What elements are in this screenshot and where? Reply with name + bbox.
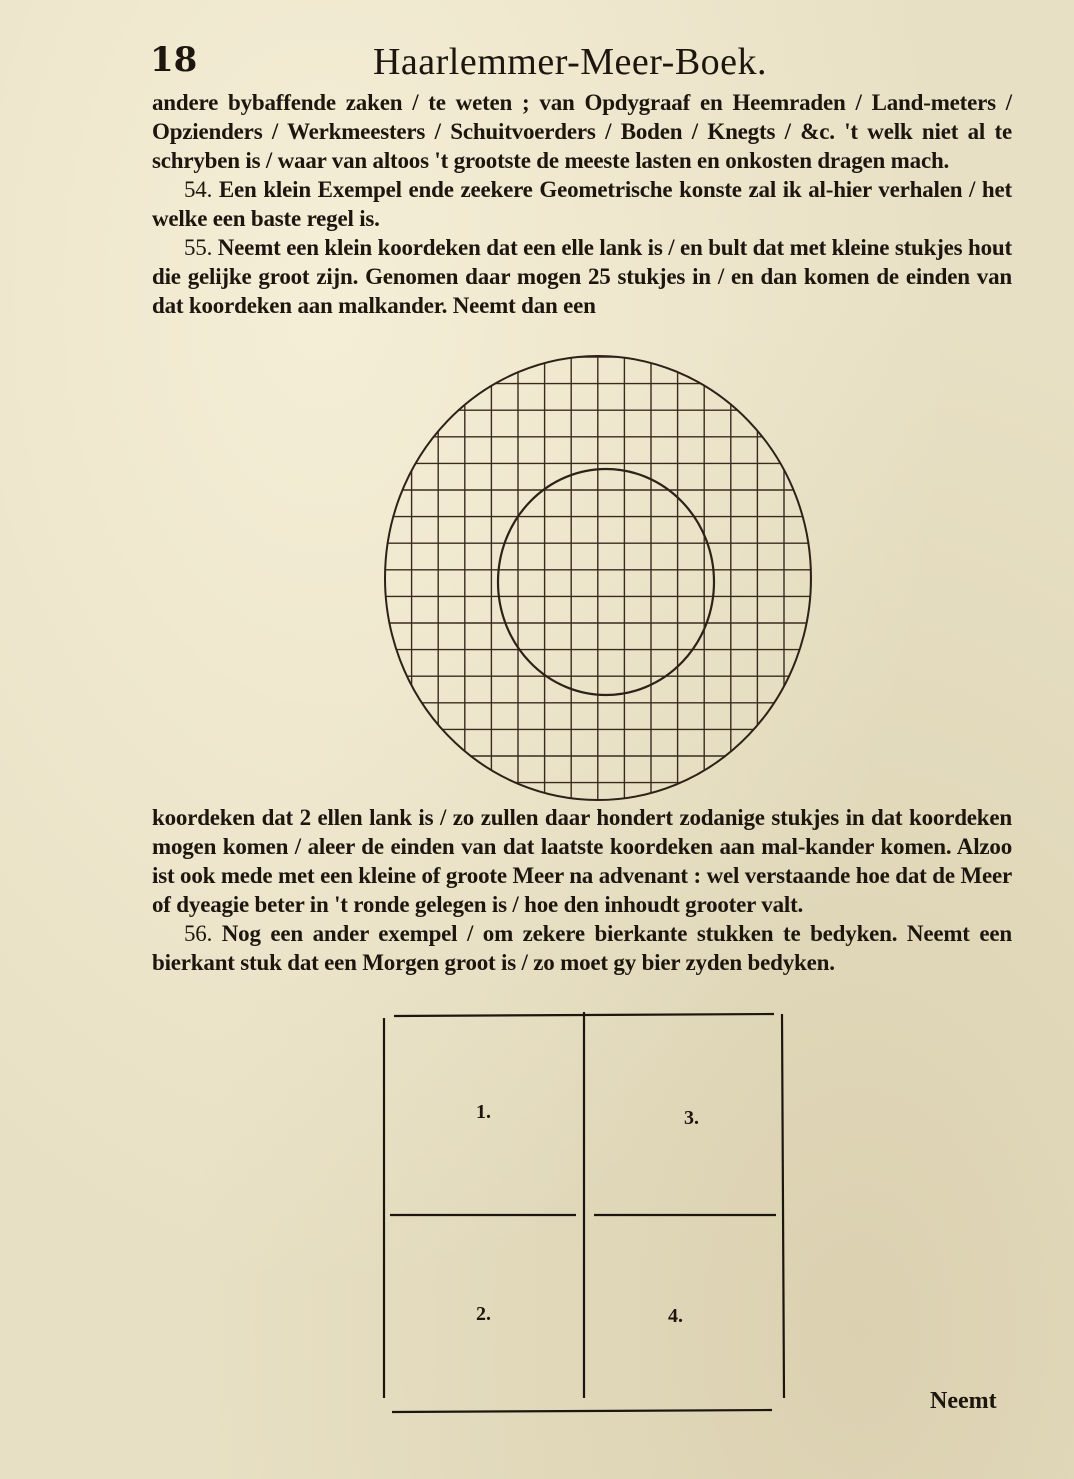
plot-label-1: 1. — [476, 1101, 491, 1123]
text-block-top — [152, 88, 1012, 320]
plot-label-2: 2. — [476, 1303, 491, 1325]
plot-label-4: 4. — [668, 1305, 683, 1327]
paragraph-number: 54. — [184, 177, 213, 202]
plot-right-edge — [782, 1014, 784, 1398]
page-header — [0, 38, 1074, 88]
paragraph-continued: andere bybaffende zaken / te weten ; van Opdygraaf en Heemraden / Land-meters / Opzienders / Werkmeesters / Schuitvoerders / Boden / Knegts / &c. 't welk niet al te schryben is / waar van altoos 't grootste de meeste lasten en onkosten dragen mach. — [152, 90, 1012, 173]
catchword: Neemt — [930, 1388, 997, 1414]
paragraph-54 — [152, 175, 1012, 233]
paragraph-55-start — [152, 233, 1012, 320]
paragraph-number: 55. — [184, 235, 213, 260]
grid-lines — [380, 345, 820, 805]
inner-circle — [498, 469, 714, 695]
page-number: 18 — [150, 40, 198, 80]
paragraph-55-end: koordeken dat 2 ellen lank is / zo zullen daar hondert zodanige stukjes in dat koordeken mogen komen / aleer de einden van dat laatste koordeken aan mal-kander komen. Alzoo ist ook mede met een kleine of groote Meer na advenant : wel verstaande hoe dat de Meer of dyeagie beter in 't ronde gelegen is / hoe den inhoudt grooter valt. — [152, 805, 1012, 917]
square-plot-figure — [360, 1008, 820, 1428]
paragraph-text: Neemt een klein koordeken dat een elle lank is / en bult dat met kleine stukjes hout die gelijke groot zijn. Genomen daar mogen 25 stukjes in / en dan komen de einden van dat koordeken aan malkander. Neemt dan een — [152, 235, 1012, 318]
paragraph-text: Een klein Exempel ende zeekere Geometrische konste zal ik al-hier verhalen / het welke een baste regel is. — [152, 177, 1012, 231]
paragraph-number: 56. — [184, 921, 213, 946]
plot-bottom-edge — [392, 1410, 772, 1412]
running-title: Haarlemmer-Meer-Boek. — [372, 41, 768, 83]
paragraph-56 — [152, 919, 1012, 977]
paragraph-text: Nog een ander exempel / om zekere bierkante stukken te bedyken. Neemt een bierkant stuk dat een Morgen groot is / zo moet gy bier zyden bedyken. — [152, 921, 1012, 975]
circle-grid-figure — [380, 345, 820, 805]
plot-label-3: 3. — [684, 1107, 699, 1129]
text-block-middle — [152, 803, 1012, 977]
